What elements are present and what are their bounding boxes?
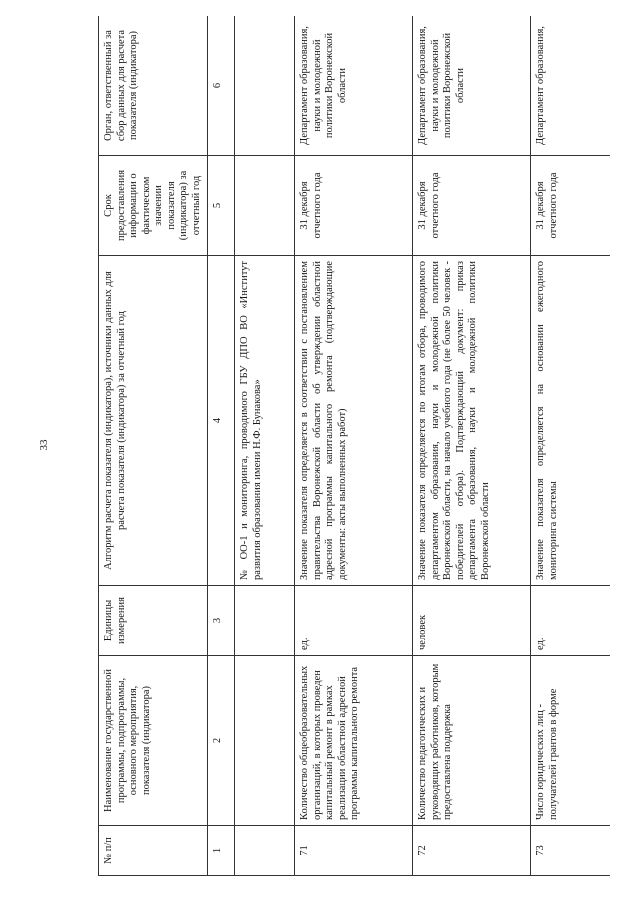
responsible-cell: Департамент образования,: [531, 16, 611, 156]
header-deadline: Срок предоставления информации о фактическом значении показателя (индикатора) за отчетный год: [99, 156, 208, 256]
header-algorithm: Алгоритм расчета показателя (индикатора), источники данных для расчета показателя (индикатора) за отчетный год: [99, 256, 208, 586]
algorithm-cell: Значение показателя определяется на основании ежегодного мониторинга системы: [531, 256, 611, 586]
indicator-name: Количество педагогических и руководящих работников, которым предоставлена поддержка: [413, 656, 531, 826]
deadline-cell: 31 декабря отчетного года: [413, 156, 531, 256]
deadline-cell: 31 декабря отчетного года: [295, 156, 413, 256]
responsible-cell: Департамент образования, науки и молодежной политики Воронежской области: [295, 16, 413, 156]
continuation-row: [235, 16, 295, 876]
deadline-cell: 31 декабря отчетного года: [531, 156, 611, 256]
empty-cell: [235, 16, 295, 156]
empty-cell: [235, 826, 295, 876]
indicator-name: Количество общеобразовательных организаций, в которых проведен капитальный ремонт в рамках реализации областной адресной программы капитального ремонта: [295, 656, 413, 826]
row-number: 71: [295, 826, 413, 876]
table-header-row: [99, 16, 208, 876]
algorithm-cell: Значение показателя определяется по итогам отбора, проводимого департаментом образования, науки и молодежной политики Воронежской области, на начало учебного года (не более 50 человек - победителей отбора). Подтверждающий документ: приказ департамента образования, науки и молодежной политики Воронежской области: [413, 256, 531, 586]
header-responsible: Орган, ответственный за сбор данных для расчета показателя (индикатора): [99, 16, 208, 156]
header-unit: Единицы измерения: [99, 586, 208, 656]
row-number: 72: [413, 826, 531, 876]
column-number: 5: [208, 156, 235, 256]
page-number: 33: [38, 439, 50, 451]
responsible-cell: Департамент образования, науки и молодежной политики Воронежской области: [413, 16, 531, 156]
column-number: 4: [208, 256, 235, 586]
column-number: 1: [208, 826, 235, 876]
table-row: [295, 16, 413, 876]
continuation-algorithm: № ОО-1 и мониторинга, проводимого ГБУ ДПО ВО «Институт развития образования имени Н.Ф. Бунакова»: [235, 256, 295, 586]
algorithm-cell: Значение показателя определяется в соответствии с постановлением правительства Воронежской области об утверждении областной адресной программы капитального ремонта (подтверждающие документы: акты выполненных работ): [295, 256, 413, 586]
indicator-name: Число юридических лиц - получателей грантов в форме: [531, 656, 611, 826]
row-number: 73: [531, 826, 611, 876]
empty-cell: [235, 586, 295, 656]
rotated-table-frame: [98, 16, 610, 876]
unit-cell: ед.: [531, 586, 611, 656]
unit-cell: человек: [413, 586, 531, 656]
header-name: Наименование государственной программы, подпрограммы, основного мероприятия, показателя (индикатора): [99, 656, 208, 826]
unit-cell: ед.: [295, 586, 413, 656]
empty-cell: [235, 656, 295, 826]
table-row: [531, 16, 611, 876]
indicators-table: [98, 16, 610, 876]
column-number: 2: [208, 656, 235, 826]
empty-cell: [235, 156, 295, 256]
column-number: 3: [208, 586, 235, 656]
table-region: [98, 16, 610, 876]
column-number: 6: [208, 16, 235, 156]
column-number-row: [208, 16, 235, 876]
header-number: № п/п: [99, 826, 208, 876]
table-row: [413, 16, 531, 876]
